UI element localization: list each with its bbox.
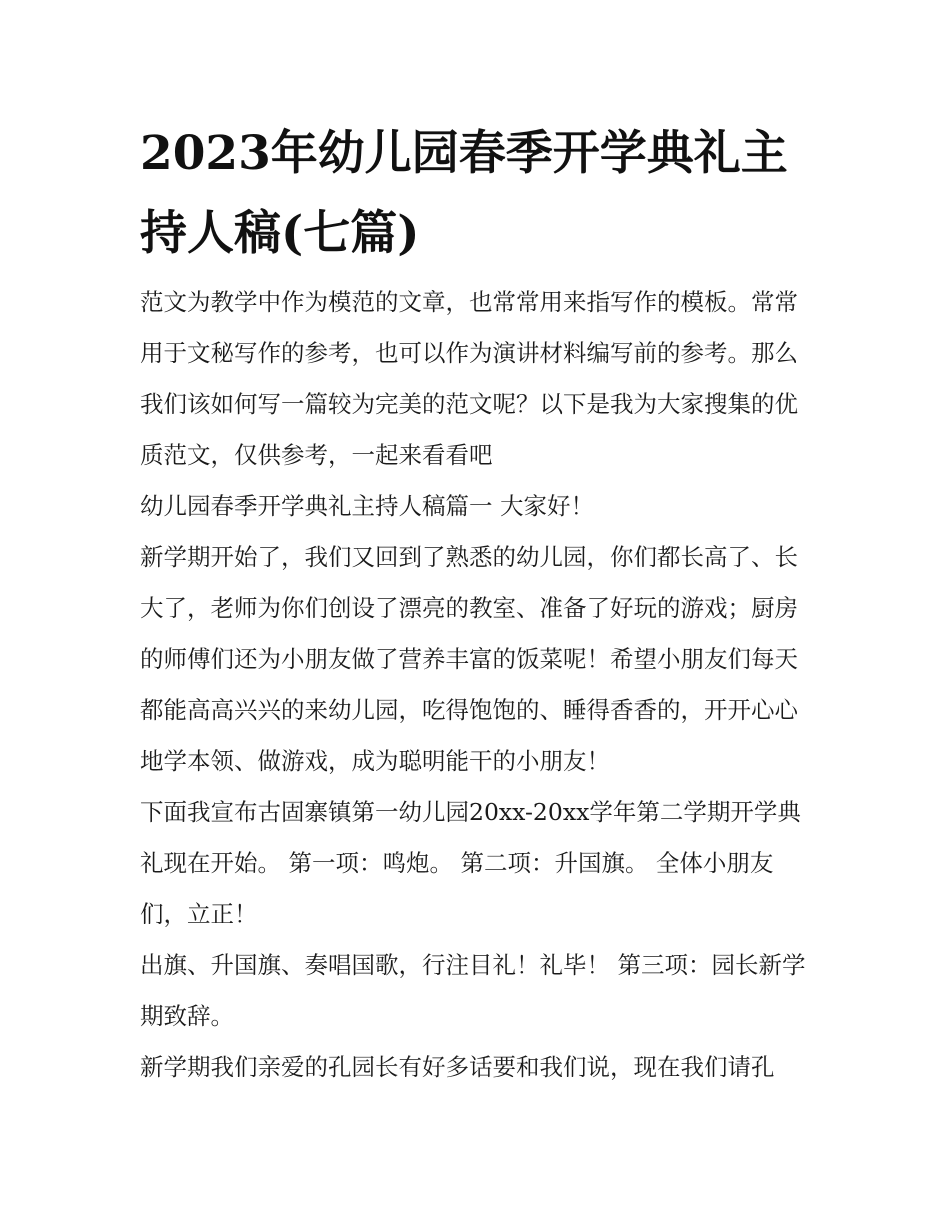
paragraph-new-semester: 新学期开始了，我们又回到了熟悉的幼儿园，你们都长高了、长大了，老师为你们创设了漂亮的教室、准备了好玩的游戏；厨房的师傅们还为小朋友做了营养丰富的饭菜呢！希望小朋友们每天都能高高兴兴的来幼儿园，吃得饱饱的、睡得香香的，开开心心地学本领、做游戏，成为聪明能干的小朋友！ [140, 543, 798, 775]
paragraph-principal: 新学期我们亲爱的孔园长有好多话要和我们说，现在我们请孔 [140, 1053, 775, 1081]
document-title: 2023年幼儿园春季开学典礼主持人稿(七篇) [140, 126, 788, 261]
paragraph-flag-ceremony: 出旗、升国旗、奏唱国歌，行注目礼！礼毕！ 第三项：园长新学期致辞。 [140, 951, 806, 1030]
paragraph-greeting: 幼儿园春季开学典礼主持人稿篇一 大家好！ [140, 492, 594, 520]
document-body [140, 277, 820, 1093]
paragraph-intro: 范文为教学中作为模范的文章，也常常用来指写作的模板。常常用于文秘写作的参考，也可以作为演讲材料编写前的参考。那么我们该如何写一篇较为完美的范文呢？以下是我为大家搜集的优质范文，仅供参考，一起来看看吧 [140, 288, 798, 469]
paragraph-announcement: 下面我宣布古固寨镇第一幼儿园20xx-20xx学年第二学期开学典礼现在开始。 第一项：鸣炮。 第二项：升国旗。 全体小朋友们，立正！ [140, 798, 801, 928]
